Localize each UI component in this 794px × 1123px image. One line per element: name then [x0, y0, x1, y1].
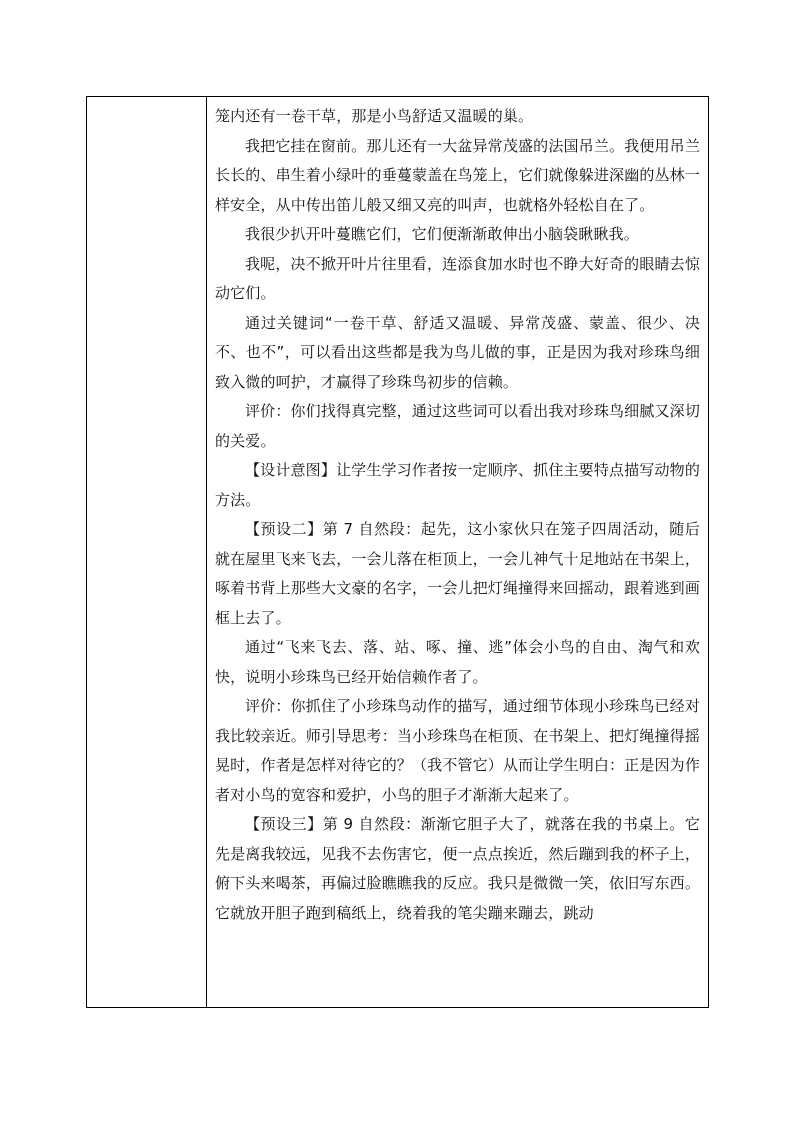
- table-row: [87, 97, 709, 1008]
- paragraph: 我很少扒开叶蔓瞧它们，它们便渐渐敢伸出小脑袋瞅瞅我。: [245, 225, 639, 243]
- paragraph: 我把它挂在窗前。那儿还有一大盆异常茂盛的法国吊兰。我便用吊兰长长的、串生着小绿叶的垂蔓蒙盖在鸟笼上，它们就像躲进深幽的丛林一样安全，从中传出笛儿般又细又亮的叫声，也就格外轻松自在了。: [215, 136, 700, 214]
- evaluation-paragraph: 评价：你们找得真完整，通过这些词可以看出我对珍珠鸟细腻又深切的关爱。: [215, 402, 700, 450]
- paragraph: 我呢，决不掀开叶片往里看，连添食加水时也不睁大好奇的眼睛去惊动它们。: [215, 254, 700, 302]
- content-cell: [207, 97, 709, 1008]
- analysis-paragraph: 通过“飞来飞去、落、站、啄、撞、逃”体会小鸟的自由、淘气和欢快，说明小珍珠鸟已经开始信赖作者了。: [215, 638, 700, 686]
- design-intent-paragraph: 【设计意图】让学生学习作者按一定顺序、抓住主要特点描写动物的方法。: [215, 461, 700, 509]
- paragraph-continued: 笼内还有一卷干草，那是小鸟舒适又温暖的巢。: [215, 107, 534, 125]
- preset-two-paragraph: 【预设二】第 7 自然段：起先，这小家伙只在笼子四周活动，随后就在屋里飞来飞去，一会儿落在柜顶上，一会儿神气十足地站在书架上，啄着书背上那些大文豪的名字，一会儿把灯绳撞得来回摇动，跟着逃到画框上去了。: [215, 520, 700, 627]
- analysis-paragraph: 通过关键词“一卷干草、舒适又温暖、异常茂盛、蒙盖、很少、决不、也不”，可以看出这些都是我为鸟儿做的事，正是因为我对珍珠鸟细致入微的呵护，才赢得了珍珠鸟初步的信赖。: [215, 313, 700, 391]
- left-empty-cell: [87, 97, 207, 1008]
- evaluation-paragraph: 评价：你抓住了小珍珠鸟动作的描写，通过细节体现小珍珠鸟已经对我比较亲近。师引导思考：当小珍珠鸟在柜顶、在书架上、把灯绳撞得摇晃时，作者是怎样对待它的？（我不管它）从而让学生明白：正是因为作者对小鸟的宽容和爱护，小鸟的胆子才渐渐大起来了。: [215, 697, 700, 804]
- preset-three-paragraph: 【预设三】第 9 自然段：渐渐它胆子大了，就落在我的书桌上。它先是离我较远，见我不去伤害它，便一点点挨近，然后蹦到我的杯子上，俯下头来喝茶，再偏过脸瞧瞧我的反应。我只是微微一笑，依旧写东西。它就放开胆子跑到稿纸上，绕着我的笔尖蹦来蹦去，跳动: [215, 815, 700, 922]
- content-text: [207, 97, 708, 928]
- lesson-table: [86, 96, 709, 1008]
